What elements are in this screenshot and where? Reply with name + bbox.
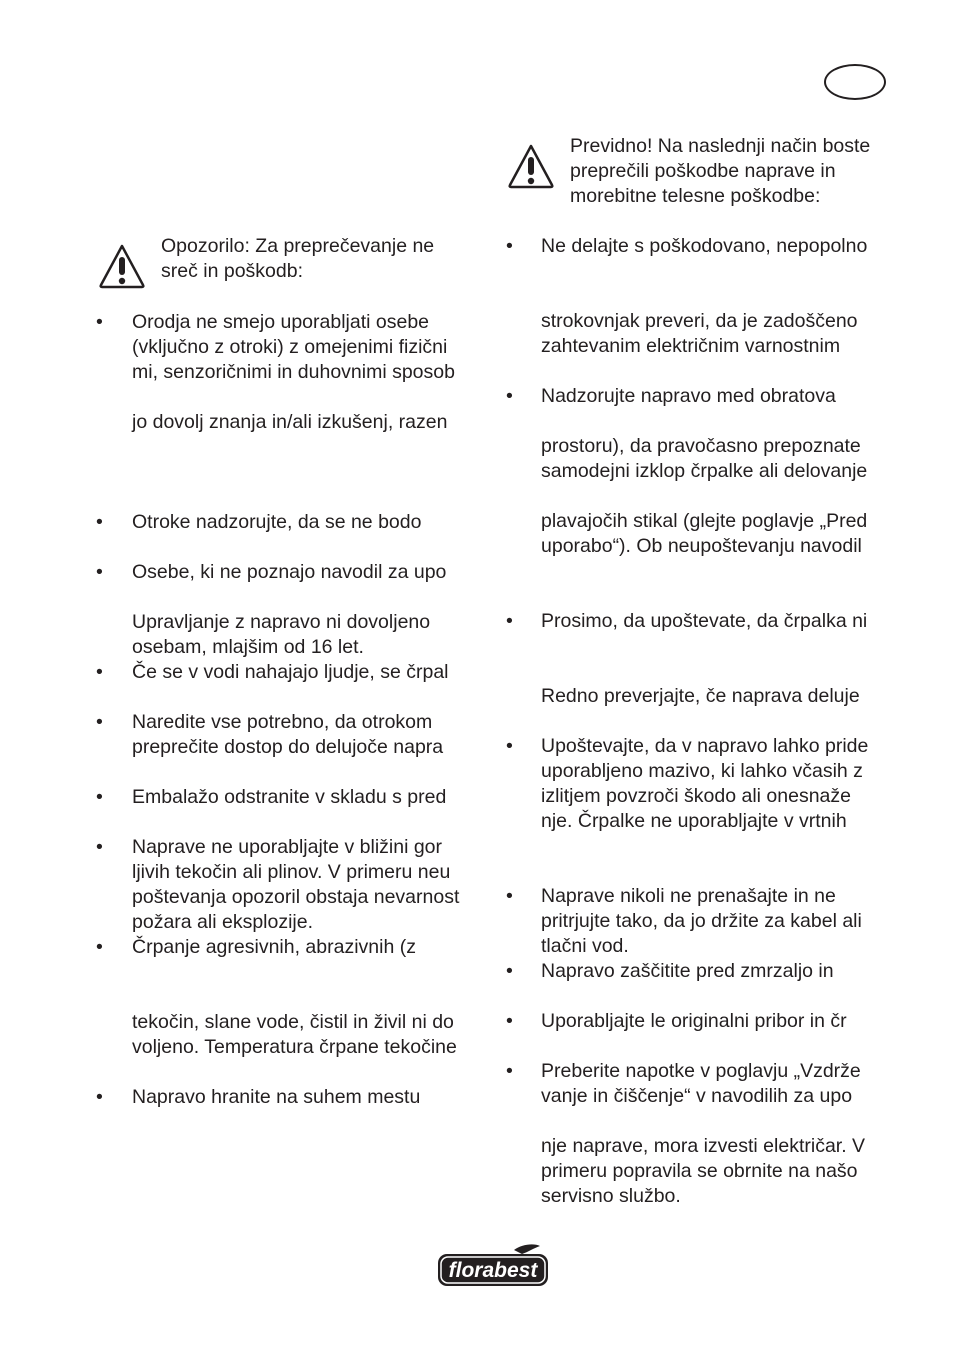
text-line: plavajočih stikal (glejte poglavje „Pred bbox=[541, 510, 868, 532]
logo-text: florabest bbox=[448, 1259, 538, 1282]
text-line: samodejni izklop črpalke ali delovanje bbox=[541, 460, 868, 482]
text-line: Črpanje agresivnih, abrazivnih (z bbox=[132, 936, 416, 958]
text-line: Prosimo, da upoštevate, da črpalka ni bbox=[541, 610, 868, 632]
text-line: ljivih tekočin ali plinov. V primeru neu bbox=[132, 861, 451, 883]
text-line: Ne delajte s poškodovano, nepopolno bbox=[541, 235, 868, 257]
text-line: Uporabljajte le originalni pribor in čr bbox=[541, 1010, 847, 1032]
text-line: Če se v vodi nahajajo ljudje, se črpal bbox=[132, 661, 449, 683]
text-line: pritrjujte tako, da jo držite za kabel ali bbox=[541, 910, 862, 932]
text-line: osebam, mlajšim od 16 let. bbox=[132, 636, 364, 658]
florabest-logo-icon bbox=[436, 1242, 550, 1290]
bullet-icon: • bbox=[96, 511, 103, 533]
text-line: Preberite napotke v poglavju „Vzdrže bbox=[541, 1060, 861, 1082]
bullet-icon: • bbox=[506, 610, 513, 632]
text-line: (vključno z otroki) z omejenimi fizični bbox=[132, 336, 448, 358]
text-line: strokovnjak preveri, da je zadoščeno bbox=[541, 310, 858, 332]
warning-triangle-icon bbox=[507, 143, 555, 189]
language-badge bbox=[824, 64, 886, 100]
text-line: zahtevanim električnim varnostnim bbox=[541, 335, 841, 357]
bullet-icon: • bbox=[506, 960, 513, 982]
text-line: Upravljanje z napravo ni dovoljeno bbox=[132, 611, 431, 633]
text-line: primeru popravila se obrnite na našo bbox=[541, 1160, 858, 1182]
text-line: voljeno. Temperatura črpane tekočine bbox=[132, 1036, 457, 1058]
text-line: izlitjem povzroči škodo ali onesnaže bbox=[541, 785, 851, 807]
bullet-icon: • bbox=[96, 311, 103, 333]
text-line: preprečite dostop do delujoče napra bbox=[132, 736, 444, 758]
bullet-icon: • bbox=[506, 735, 513, 757]
bullet-icon: • bbox=[506, 1010, 513, 1032]
text-line: tekočin, slane vode, čistil in živil ni do bbox=[132, 1011, 454, 1033]
bullet-icon: • bbox=[96, 786, 103, 808]
text-line: poštevanja opozoril obstaja nevarnost bbox=[132, 886, 460, 908]
bullet-icon: • bbox=[506, 235, 513, 257]
text-line: Embalažo odstranite v skladu s pred bbox=[132, 786, 447, 808]
text-line: Napravo hranite na suhem mestu bbox=[132, 1086, 421, 1108]
text-line: Napravo zaščitite pred zmrzaljo in bbox=[541, 960, 834, 982]
text-line: prostoru), da pravočasno prepoznate bbox=[541, 435, 861, 457]
text-line: Nadzorujte napravo med obratova bbox=[541, 385, 836, 407]
text-line: nje. Črpalke ne uporabljajte v vrtnih bbox=[541, 810, 847, 832]
text-line: Naprave ne uporabljajte v bližini gor bbox=[132, 836, 443, 858]
text-line: nje naprave, mora izvesti električar. V bbox=[541, 1135, 866, 1157]
bullet-icon: • bbox=[96, 561, 103, 583]
text-line: jo dovolj znanja in/ali izkušenj, razen bbox=[132, 411, 448, 433]
text-line: Osebe, ki ne poznajo navodil za upo bbox=[132, 561, 447, 583]
bullet-icon: • bbox=[506, 1060, 513, 1082]
text-line: požara ali eksplozije. bbox=[132, 911, 314, 933]
text-line: Redno preverjajte, če naprava deluje bbox=[541, 685, 860, 707]
text-line: Naprave nikoli ne prenašajte in ne bbox=[541, 885, 836, 907]
bullet-icon: • bbox=[96, 711, 103, 733]
text-line: morebitne telesne poškodbe: bbox=[570, 185, 821, 207]
text-line: uporabljeno mazivo, ki lahko včasih z bbox=[541, 760, 863, 782]
warning-triangle-icon bbox=[98, 243, 146, 289]
bullet-icon: • bbox=[96, 1086, 103, 1108]
text-line: uporabo“). Ob neupoštevanju navodil bbox=[541, 535, 862, 557]
text-line: tlačni vod. bbox=[541, 935, 629, 957]
text-line: mi, senzoričnimi in duhovnimi sposob bbox=[132, 361, 455, 383]
bullet-icon: • bbox=[96, 836, 103, 858]
bullet-icon: • bbox=[506, 885, 513, 907]
bullet-icon: • bbox=[96, 661, 103, 683]
text-line: Otroke nadzorujte, da se ne bodo bbox=[132, 511, 422, 533]
text-line: sreč in poškodb: bbox=[161, 260, 303, 282]
text-line: Orodja ne smejo uporabljati osebe bbox=[132, 311, 430, 333]
text-line: vanje in čiščenje“ v navodilih za upo bbox=[541, 1085, 853, 1107]
bullet-icon: • bbox=[96, 936, 103, 958]
text-line: Opozorilo: Za preprečevanje ne bbox=[161, 235, 435, 257]
text-line: servisno službo. bbox=[541, 1185, 681, 1207]
bullet-icon: • bbox=[506, 385, 513, 407]
text-line: Upoštevajte, da v napravo lahko pride bbox=[541, 735, 869, 757]
text-line: Previdno! Na naslednji način boste bbox=[570, 135, 871, 157]
text-line: preprečili poškodbe naprave in bbox=[570, 160, 836, 182]
text-line: Naredite vse potrebno, da otrokom bbox=[132, 711, 433, 733]
